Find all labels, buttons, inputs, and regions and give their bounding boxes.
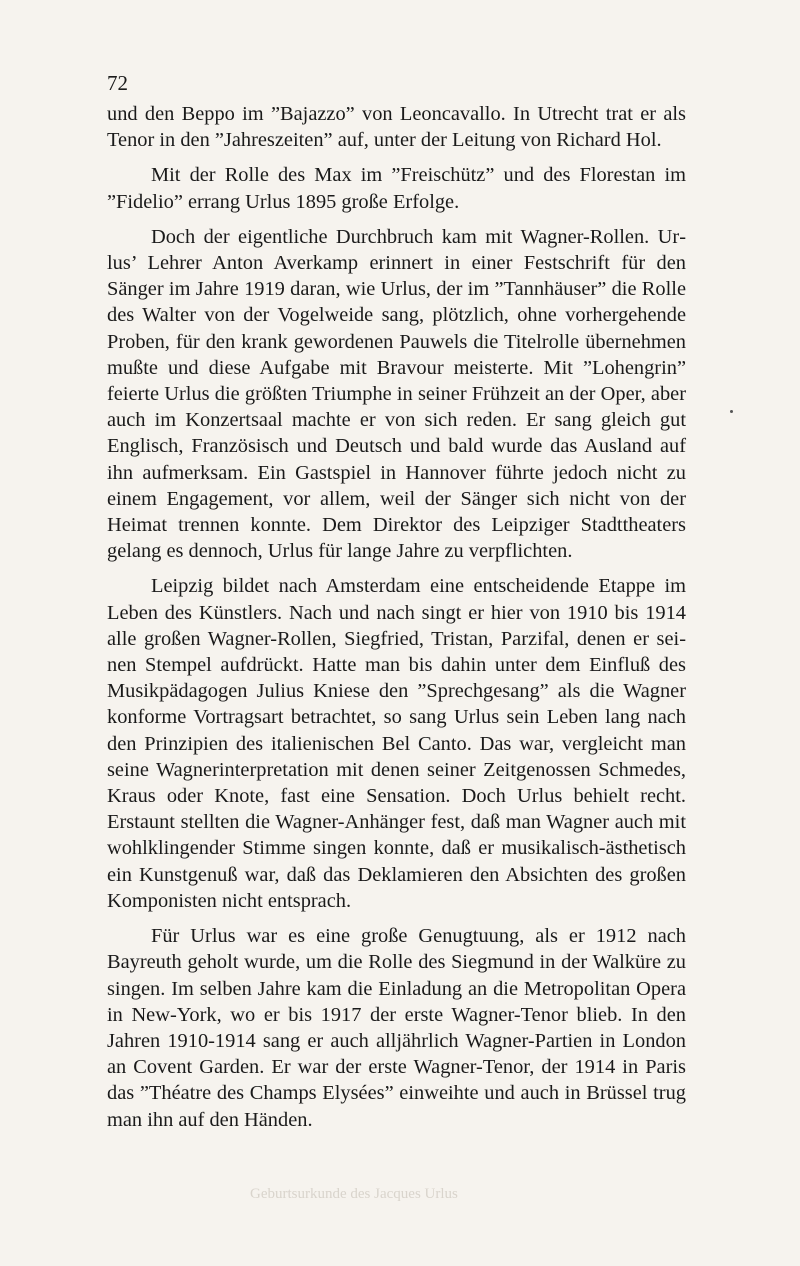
paragraph-4: Leipzig bildet nach Amsterdam eine entscheidende Etappe im Leben des Künstlers. Nach und nach singt er hier von 1910 bis 1914 alle großen Wagner-Rollen, Siegfried, Tristan, Parzifal, denen er seinen Stempel aufdrückt. Hatte man bis dahin unter dem Einfluß des Musikpädagogen Julius Kniese den ”Sprechgesang” als die Wagner konforme Vortragsart betrachtet, so sang Urlus sein Leben lang nach den Prinzipien des italienischen Bel Canto. Das war, vergleicht man seine Wagnerinterpretation mit denen seiner Zeitgenossen Schmedes, Kraus oder Knote, fast eine Sensation. Doch Urlus behielt recht. Erstaunt stellten die Wagner-Anhänger fest, daß man Wagner auch mit wohlklingender Stimme singen konnte, daß er musikalisch-ästhetisch ein Kunstgenuß war, daß das Deklamieren den Absichten des großen Komponisten nicht entsprach. <box>107 575 686 912</box>
page-number: 72 <box>107 71 128 95</box>
paragraph-5: Für Urlus war es eine große Genugtuung, als er 1912 nach Bayreuth geholt wurde, um die Rolle des Siegmund in der Walküre zu singen. Im selben Jahre kam die Einladung an die Metropolitan Opera in New-York, wo er bis 1917 der erste Wagner-Tenor blieb. In den Jahren 1910-1914 sang er auch alljährlich Wagner-Partien in London an Covent Garden. Er war der erste Wagner-Tenor, der 1914 in Paris das ”Théatre des Champs Elysées” einweihte und auch in Brüssel trug man ihn auf den Händen. <box>107 925 686 1131</box>
paragraph-1: und den Beppo im ”Bajazzo” von Leoncavallo. In Utrecht trat er als Tenor in den ”Jahreszeiten” auf, unter der Leitung von Richard Hol. <box>107 103 686 152</box>
paragraph-3: Doch der eigentliche Durchbruch kam mit Wagner-Rollen. Urlus’ Lehrer Anton Averkamp erinnert in einer Festschrift für den Sänger im Jahre 1919 daran, wie Urlus, der im ”Tannhäuser” die Rolle des Walter von der Vogelweide sang, plötzlich, ohne vorhergehende Proben, für den krank gewordenen Pauwels die Titelrolle übernehmen mußte und diese Aufgabe mit Bravour meisterte. Mit ”Lohengrin” feierte Urlus die größten Triumphe in seiner Frühzeit an der Oper, aber auch im Konzertsaal machte er von sich reden. Er sang gleich gut Englisch, Französisch und Deutsch und bald wurde das Ausland auf ihn aufmerksam. Ein Gastspiel in Hannover führte jedoch nicht zu einem Engagement, vor allem, weil der Sänger sich nicht von der Heimat trennen konnte. Dem Direktor des Leipziger Stadttheaters gelang es dennoch, Urlus für lange Jahre zu verpflichten. <box>107 225 686 563</box>
body-text <box>107 101 686 1133</box>
margin-mark <box>730 410 733 413</box>
paragraph-2: Mit der Rolle des Max im ”Freischütz” und des Florestan im ”Fidelio” errang Urlus 1895 große Erfolge. <box>107 164 686 213</box>
bleed-through-caption: Geburtsurkunde des Jacques Urlus <box>250 1186 458 1202</box>
